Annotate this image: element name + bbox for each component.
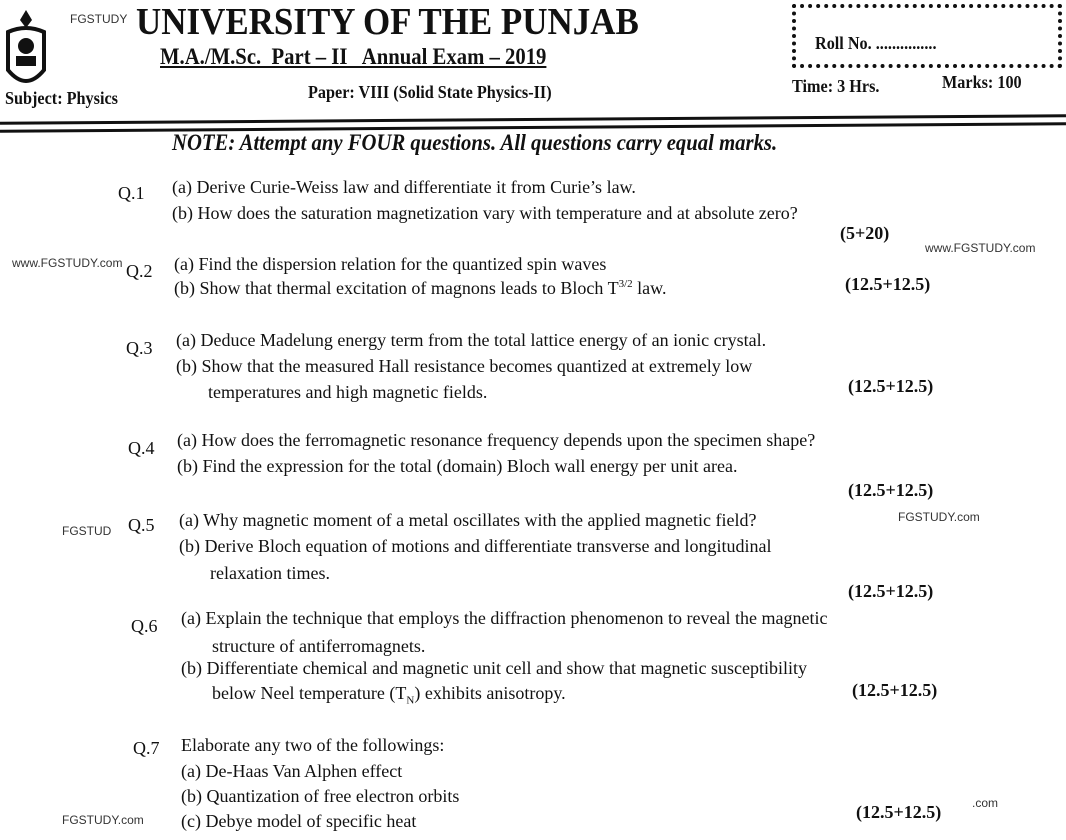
question-marks: (12.5+12.5) xyxy=(848,480,934,500)
question-part: (b) Show that thermal excitation of magnons leads to Bloch $T^{3/2}$ law. xyxy=(174,278,667,298)
question-part: (a) How does the ferromagnetic resonance frequency depends upon the specimen shape? xyxy=(177,430,816,450)
question-part: (a) Derive Curie-Weiss law and differentiate it from Curie’s law. xyxy=(172,177,636,197)
question-marks: (12.5+12.5) xyxy=(852,680,938,700)
question-part: (b) Differentiate chemical and magnetic unit cell and show that magnetic susceptibility xyxy=(181,658,807,678)
question-marks: (12.5+12.5) xyxy=(856,802,942,822)
question-part: (b) Show that the measured Hall resistance becomes quantized at extremely low xyxy=(176,356,753,376)
exam-title: M.A./M.Sc. Part – II Annual Exam – 2019 xyxy=(160,44,547,69)
question-label: Q.5 xyxy=(128,515,155,535)
watermark: FGSTUDY.com xyxy=(898,510,980,524)
question-label: Q.4 xyxy=(128,438,155,458)
question-marks: (5+20) xyxy=(840,223,890,243)
question-part: structure of antiferromagnets. xyxy=(212,636,426,656)
question-marks: (12.5+12.5) xyxy=(845,274,931,294)
watermark: FGSTUD xyxy=(62,524,112,538)
question-part: (a) Deduce Madelung energy term from the total lattice energy of an ionic crystal. xyxy=(176,330,767,350)
watermark: FGSTUDY xyxy=(70,12,128,26)
question-part: temperatures and high magnetic fields. xyxy=(208,382,488,402)
watermark: FGSTUDY.com xyxy=(62,813,144,827)
question-part: (a) Find the dispersion relation for the quantized spin waves xyxy=(174,254,607,274)
watermark: www.FGSTUDY.com xyxy=(925,241,1036,255)
question-part: (a) Explain the technique that employs the diffraction phenomenon to reveal the magnetic xyxy=(181,608,828,628)
time: Time: 3 Hrs. xyxy=(792,76,880,96)
question-marks: (12.5+12.5) xyxy=(848,581,934,601)
watermark: www.FGSTUDY.com xyxy=(12,256,123,270)
question-intro: Elaborate any two of the followings: xyxy=(181,735,445,755)
question-label: Q.6 xyxy=(131,616,158,636)
watermark: .com xyxy=(972,796,999,810)
roll-no: Roll No. ............... xyxy=(815,33,937,53)
question-label: Q.1 xyxy=(118,183,145,203)
university-logo-icon xyxy=(4,8,48,94)
question-part: (a) De-Haas Van Alphen effect xyxy=(181,761,403,781)
question-label: Q.2 xyxy=(126,261,153,281)
question-label: Q.7 xyxy=(133,738,160,758)
question-part: (b) How does the saturation magnetization vary with temperature and at absolute zero? xyxy=(172,203,798,223)
question-part: below Neel temperature $(T_N)$ exhibits anisotropy. xyxy=(212,683,566,707)
question-part: (b) Quantization of free electron orbits xyxy=(181,786,460,806)
note: NOTE: Attempt any FOUR questions. All questions carry equal marks. xyxy=(172,130,778,155)
question-marks: (12.5+12.5) xyxy=(848,376,934,396)
university-title: UNIVERSITY OF THE PUNJAB xyxy=(136,1,639,43)
question-part: (b) Derive Bloch equation of motions and differentiate transverse and longitudinal xyxy=(179,536,772,556)
question-label: Q.3 xyxy=(126,338,153,358)
paper: Paper: VIII (Solid State Physics-II) xyxy=(308,82,552,102)
question-part: (b) Find the expression for the total (domain) Bloch wall energy per unit area. xyxy=(177,456,738,476)
marks: Marks: 100 xyxy=(942,72,1022,92)
question-part: (c) Debye model of specific heat xyxy=(181,811,417,831)
subject: Subject: Physics xyxy=(5,88,118,108)
question-part: (a) Why magnetic moment of a metal oscillates with the applied magnetic field? xyxy=(179,510,757,530)
question-part: relaxation times. xyxy=(210,563,330,583)
